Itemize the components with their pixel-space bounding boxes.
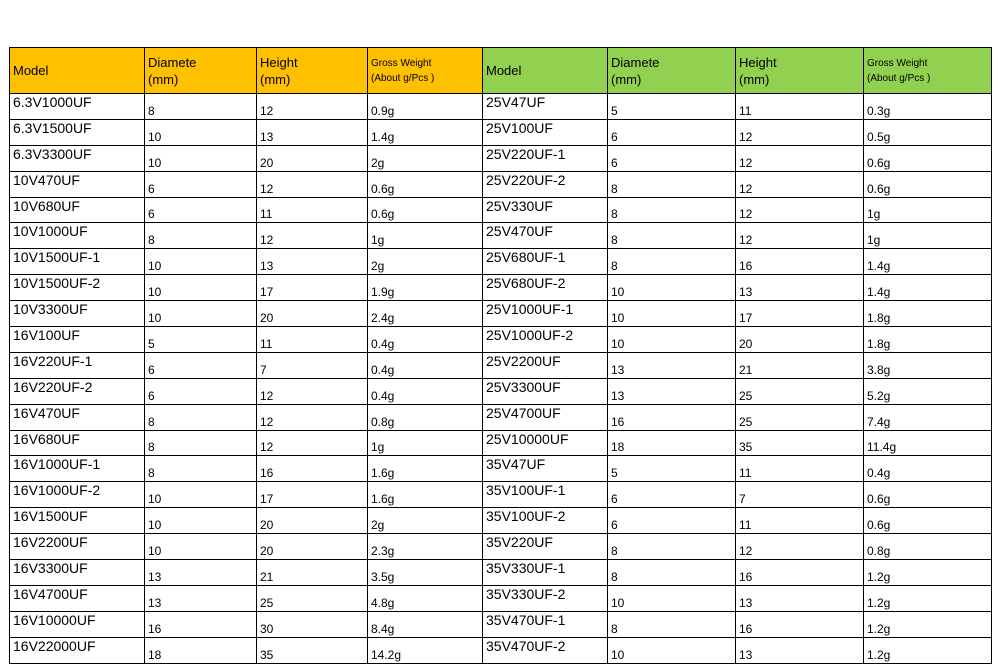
diameter-cell: 5	[608, 456, 736, 482]
diameter-cell: 10	[608, 327, 736, 353]
gross-weight-cell: 1.8g	[864, 327, 992, 353]
gross-weight-cell: 0.5g	[864, 119, 992, 145]
gross-weight-cell: 11.4g	[864, 430, 992, 456]
height-cell: 12	[257, 171, 368, 197]
diameter-cell: 8	[145, 456, 257, 482]
model-cell: 10V1500UF-2	[10, 275, 145, 301]
table-row	[10, 223, 992, 249]
height-cell: 13	[257, 249, 368, 275]
table-row	[10, 275, 992, 301]
diameter-cell: 10	[145, 482, 257, 508]
gross-weight-cell: 1g	[368, 430, 483, 456]
table-row	[10, 637, 992, 663]
table-row	[10, 327, 992, 353]
table-row	[10, 145, 992, 171]
gross-weight-cell: 0.8g	[864, 534, 992, 560]
model-cell: 25V680UF-1	[483, 249, 608, 275]
height-cell: 13	[736, 585, 864, 611]
model-cell: 25V220UF-2	[483, 171, 608, 197]
model-cell: 25V330UF	[483, 197, 608, 223]
model-cell: 35V330UF-2	[483, 585, 608, 611]
diameter-cell: 8	[608, 611, 736, 637]
model-header: Model	[10, 48, 145, 94]
gross-weight-cell: 5.2g	[864, 378, 992, 404]
model-cell: 10V470UF	[10, 171, 145, 197]
height-cell: 13	[736, 637, 864, 663]
diameter-cell: 6	[608, 119, 736, 145]
diameter-cell: 6	[608, 508, 736, 534]
diameter-cell: 10	[608, 637, 736, 663]
height-cell: 25	[257, 585, 368, 611]
table-row	[10, 611, 992, 637]
model-cell: 10V1000UF	[10, 223, 145, 249]
height-cell: 21	[736, 352, 864, 378]
height-cell: 35	[736, 430, 864, 456]
gross-weight-cell: 2g	[368, 249, 483, 275]
model-cell: 25V100UF	[483, 119, 608, 145]
height-cell: 16	[257, 456, 368, 482]
model-cell: 25V470UF	[483, 223, 608, 249]
height-cell: 30	[257, 611, 368, 637]
gross-weight-cell: 0.6g	[864, 171, 992, 197]
gross-weight-cell: 1.2g	[864, 560, 992, 586]
gross-weight-cell: 2.3g	[368, 534, 483, 560]
diameter-cell: 8	[145, 404, 257, 430]
model-cell: 35V470UF-2	[483, 637, 608, 663]
table-row	[10, 404, 992, 430]
model-cell: 6.3V3300UF	[10, 145, 145, 171]
model-cell: 35V220UF	[483, 534, 608, 560]
model-cell: 25V47UF	[483, 94, 608, 120]
gross-weight-cell: 0.3g	[864, 94, 992, 120]
height-cell: 17	[257, 482, 368, 508]
model-cell: 16V1500UF	[10, 508, 145, 534]
table-row	[10, 378, 992, 404]
gross-weight-cell: 2g	[368, 145, 483, 171]
height-cell: 16	[736, 560, 864, 586]
height-cell: 11	[736, 508, 864, 534]
gross-weight-cell: 0.4g	[864, 456, 992, 482]
gross-weight-cell: 0.4g	[368, 352, 483, 378]
model-cell: 16V1000UF-1	[10, 456, 145, 482]
table-row	[10, 249, 992, 275]
model-cell: 25V4700UF	[483, 404, 608, 430]
model-cell: 16V3300UF	[10, 560, 145, 586]
gross-weight-cell: 1g	[864, 197, 992, 223]
height-cell: 11	[736, 456, 864, 482]
height-cell: 11	[257, 197, 368, 223]
model-cell: 16V10000UF	[10, 611, 145, 637]
height-cell: 12	[736, 223, 864, 249]
table-header-row	[10, 48, 992, 94]
height-cell: 12	[257, 430, 368, 456]
height-cell: 12	[736, 171, 864, 197]
gross-weight-cell: 0.6g	[368, 197, 483, 223]
height-cell: 25	[736, 404, 864, 430]
height-cell: 12	[736, 145, 864, 171]
table-row	[10, 171, 992, 197]
table-row	[10, 508, 992, 534]
gross-weight-cell: 1g	[864, 223, 992, 249]
diameter-cell: 16	[608, 404, 736, 430]
height-cell: 20	[257, 301, 368, 327]
model-cell: 35V47UF	[483, 456, 608, 482]
diameter-cell: 16	[145, 611, 257, 637]
gross-weight-cell: 1.4g	[864, 249, 992, 275]
height-cell: 12	[257, 404, 368, 430]
diameter-cell: 10	[145, 275, 257, 301]
table-row	[10, 534, 992, 560]
table-row	[10, 119, 992, 145]
diameter-cell: 13	[608, 378, 736, 404]
height-cell: 11	[257, 327, 368, 353]
diameter-cell: 8	[608, 223, 736, 249]
diameter-cell: 10	[145, 145, 257, 171]
height-cell: 7	[736, 482, 864, 508]
table-row	[10, 456, 992, 482]
height-cell: 21	[257, 560, 368, 586]
diameter-header: Diamete (mm)	[608, 48, 736, 94]
height-cell: 12	[257, 223, 368, 249]
diameter-cell: 6	[145, 171, 257, 197]
model-cell: 16V4700UF	[10, 585, 145, 611]
table-row	[10, 197, 992, 223]
gross-weight-cell: 1.2g	[864, 611, 992, 637]
gross-weight-header: Gross Weight (About g/Pcs )	[864, 48, 992, 94]
model-header: Model	[483, 48, 608, 94]
height-cell: 20	[257, 534, 368, 560]
gross-weight-cell: 14.2g	[368, 637, 483, 663]
diameter-cell: 8	[145, 223, 257, 249]
height-cell: 12	[736, 119, 864, 145]
diameter-cell: 10	[145, 119, 257, 145]
model-cell: 16V220UF-2	[10, 378, 145, 404]
gross-weight-cell: 1.6g	[368, 482, 483, 508]
gross-weight-cell: 0.4g	[368, 327, 483, 353]
model-cell: 25V1000UF-2	[483, 327, 608, 353]
table-row	[10, 560, 992, 586]
diameter-cell: 8	[145, 430, 257, 456]
height-cell: 16	[736, 249, 864, 275]
table-row	[10, 482, 992, 508]
height-cell: 12	[257, 94, 368, 120]
height-cell: 13	[736, 275, 864, 301]
model-cell: 35V470UF-1	[483, 611, 608, 637]
height-header: Height (mm)	[736, 48, 864, 94]
diameter-cell: 10	[145, 249, 257, 275]
table-row	[10, 94, 992, 120]
height-cell: 12	[736, 534, 864, 560]
diameter-cell: 13	[145, 585, 257, 611]
diameter-cell: 18	[145, 637, 257, 663]
gross-weight-cell: 0.6g	[368, 171, 483, 197]
gross-weight-cell: 1.8g	[864, 301, 992, 327]
model-cell: 16V22000UF	[10, 637, 145, 663]
height-cell: 35	[257, 637, 368, 663]
model-cell: 16V100UF	[10, 327, 145, 353]
gross-weight-cell: 1.6g	[368, 456, 483, 482]
gross-weight-header: Gross Weight (About g/Pcs )	[368, 48, 483, 94]
model-cell: 25V1000UF-1	[483, 301, 608, 327]
diameter-cell: 8	[608, 249, 736, 275]
diameter-cell: 10	[145, 534, 257, 560]
model-cell: 35V330UF-1	[483, 560, 608, 586]
diameter-cell: 8	[145, 94, 257, 120]
gross-weight-cell: 0.6g	[864, 145, 992, 171]
diameter-cell: 10	[145, 301, 257, 327]
diameter-cell: 6	[608, 482, 736, 508]
diameter-cell: 10	[608, 585, 736, 611]
diameter-cell: 10	[145, 508, 257, 534]
height-cell: 12	[257, 378, 368, 404]
height-cell: 7	[257, 352, 368, 378]
model-cell: 16V470UF	[10, 404, 145, 430]
gross-weight-cell: 1.9g	[368, 275, 483, 301]
model-cell: 10V3300UF	[10, 301, 145, 327]
diameter-cell: 10	[608, 275, 736, 301]
table-row	[10, 352, 992, 378]
gross-weight-cell: 2g	[368, 508, 483, 534]
model-cell: 25V2200UF	[483, 352, 608, 378]
diameter-cell: 8	[608, 560, 736, 586]
gross-weight-cell: 1.2g	[864, 637, 992, 663]
table-row	[10, 430, 992, 456]
height-header: Height (mm)	[257, 48, 368, 94]
diameter-cell: 5	[608, 94, 736, 120]
gross-weight-cell: 3.8g	[864, 352, 992, 378]
diameter-cell: 6	[145, 378, 257, 404]
model-cell: 25V220UF-1	[483, 145, 608, 171]
height-cell: 20	[257, 508, 368, 534]
gross-weight-cell: 0.9g	[368, 94, 483, 120]
height-cell: 20	[736, 327, 864, 353]
gross-weight-cell: 0.8g	[368, 404, 483, 430]
gross-weight-cell: 7.4g	[864, 404, 992, 430]
diameter-cell: 13	[145, 560, 257, 586]
diameter-cell: 8	[608, 534, 736, 560]
model-cell: 25V680UF-2	[483, 275, 608, 301]
diameter-cell: 5	[145, 327, 257, 353]
gross-weight-cell: 2.4g	[368, 301, 483, 327]
diameter-cell: 6	[145, 352, 257, 378]
diameter-cell: 18	[608, 430, 736, 456]
gross-weight-cell: 8.4g	[368, 611, 483, 637]
gross-weight-cell: 0.6g	[864, 508, 992, 534]
gross-weight-cell: 0.4g	[368, 378, 483, 404]
table-body	[10, 94, 992, 664]
diameter-cell: 6	[145, 197, 257, 223]
model-cell: 10V680UF	[10, 197, 145, 223]
model-cell: 35V100UF-1	[483, 482, 608, 508]
height-cell: 12	[736, 197, 864, 223]
gross-weight-cell: 1g	[368, 223, 483, 249]
height-cell: 20	[257, 145, 368, 171]
gross-weight-cell: 3.5g	[368, 560, 483, 586]
height-cell: 11	[736, 94, 864, 120]
diameter-cell: 6	[608, 145, 736, 171]
model-cell: 6.3V1500UF	[10, 119, 145, 145]
model-cell: 16V1000UF-2	[10, 482, 145, 508]
table-row	[10, 301, 992, 327]
model-cell: 16V680UF	[10, 430, 145, 456]
model-cell: 16V220UF-1	[10, 352, 145, 378]
height-cell: 13	[257, 119, 368, 145]
diameter-cell: 13	[608, 352, 736, 378]
gross-weight-cell: 1.4g	[864, 275, 992, 301]
height-cell: 25	[736, 378, 864, 404]
diameter-header: Diamete (mm)	[145, 48, 257, 94]
model-cell: 35V100UF-2	[483, 508, 608, 534]
diameter-cell: 8	[608, 197, 736, 223]
height-cell: 17	[257, 275, 368, 301]
diameter-cell: 10	[608, 301, 736, 327]
table-row	[10, 585, 992, 611]
model-cell: 10V1500UF-1	[10, 249, 145, 275]
model-cell: 6.3V1000UF	[10, 94, 145, 120]
gross-weight-cell: 4.8g	[368, 585, 483, 611]
gross-weight-cell: 1.4g	[368, 119, 483, 145]
height-cell: 17	[736, 301, 864, 327]
model-cell: 16V2200UF	[10, 534, 145, 560]
height-cell: 16	[736, 611, 864, 637]
model-cell: 25V3300UF	[483, 378, 608, 404]
gross-weight-cell: 0.6g	[864, 482, 992, 508]
gross-weight-cell: 1.2g	[864, 585, 992, 611]
model-cell: 25V10000UF	[483, 430, 608, 456]
diameter-cell: 8	[608, 171, 736, 197]
capacitor-spec-table	[9, 47, 992, 664]
